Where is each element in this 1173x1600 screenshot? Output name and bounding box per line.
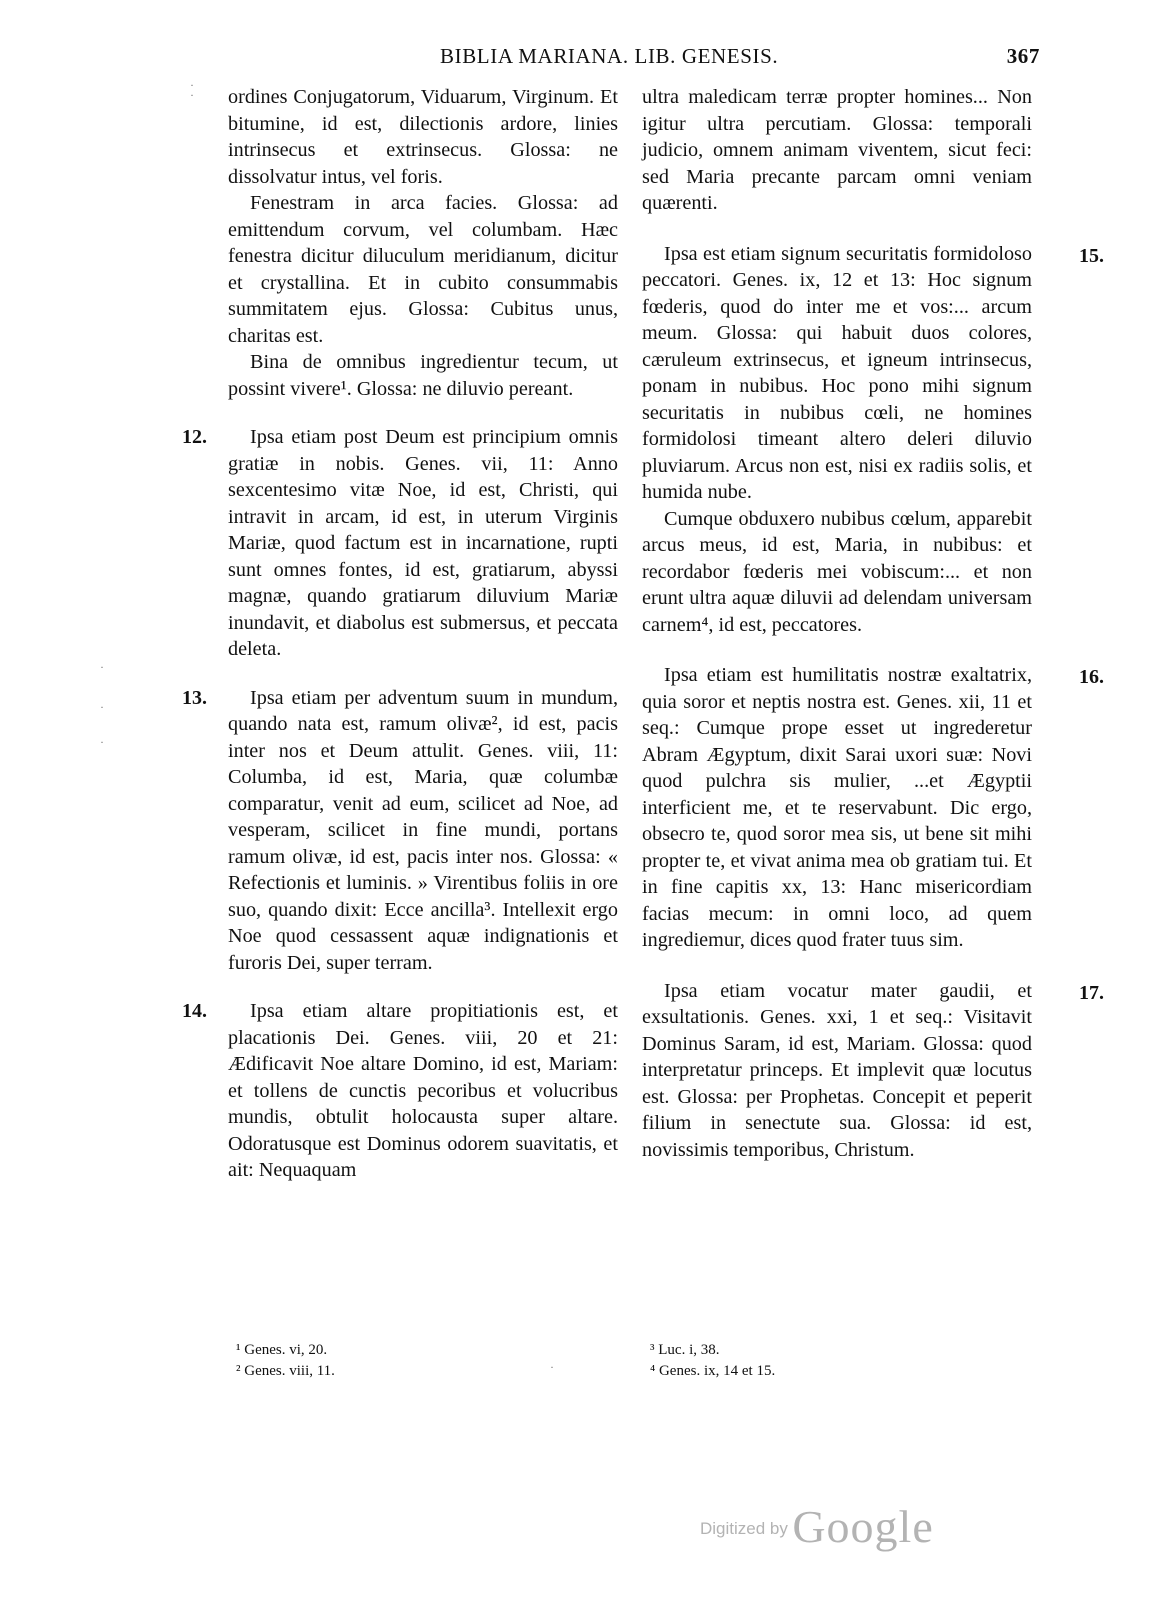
footnotes-right: [650, 1340, 775, 1382]
scan-speck: ·: [550, 1360, 554, 1374]
section-text: Ipsa etiam vocatur mater gaudii, et exsultationis. Genes. xxi, 1 et seq.: Visitavit Dominus Saram, id est, Mariam. Glossa: quod interpretatur princeps. Et implevit quæ locutus est. Glossa: per Prophetas. Concepit et peperit filium in senectute sua. Glossa: id est, novissimis temporibus, Christum.: [642, 979, 1032, 1161]
section-number: 15.: [1079, 244, 1104, 267]
right-column: [642, 84, 1104, 1163]
section-17: [642, 978, 1104, 1164]
paragraph: Fenestram in arca facies. Glossa: ad emittendum corvum, vel columbam. Hæc fenestra dicitur diluculum meridianum, dicitur et crystallina. Et in cubito consummabis summitatem ejus. Glossa: Cubitus unus, charitas est.: [228, 192, 618, 347]
section-15: [642, 241, 1104, 506]
section-number: 13.: [182, 686, 207, 709]
footnote: ² Genes. viii, 11.: [236, 1363, 335, 1379]
running-title: BIBLIA MARIANA. LIB. GENESIS.: [440, 44, 779, 68]
digitized-watermark: [700, 1500, 934, 1553]
page-number: 367: [1006, 44, 1040, 68]
scan-speck: ·: [190, 78, 194, 92]
footnotes-left: [236, 1340, 335, 1382]
running-header: [440, 40, 1040, 74]
paragraph: ultra maledicam terræ propter homines... Non igitur ultra percutiam. Glossa: temporali judicio, omnem animam viventem, sicut feci: sed Maria precante parcam omni veniam quærenti.: [642, 86, 1032, 214]
watermark-prefix: Digitized by: [700, 1519, 788, 1538]
section-16: [642, 662, 1104, 954]
section-13: [182, 685, 618, 977]
paragraph: Bina de omnibus ingredientur tecum, ut possint vivere¹. Glossa: ne diluvio pereant.: [228, 351, 618, 400]
left-column: [182, 84, 618, 1184]
paragraph: Cumque obduxero nubibus cœlum, apparebit arcus meus, id est, Maria, in nubibus: et recordabor fœderis mei vobiscum:... et non erunt ultra aquæ diluvii ad delendam universam carnem⁴, id est, peccatores.: [642, 507, 1032, 636]
footnote: ¹ Genes. vi, 20.: [236, 1342, 328, 1358]
paragraph: ordines Conjugatorum, Viduarum, Virginum. Et bitumine, id est, dilectionis ardore, linies intrinsecus et extrinsecus. Glossa: ne dissolvatur intus, vel foris.: [228, 86, 618, 188]
section-text: Ipsa etiam per adventum suum in mundum, quando nata est, ramum olivæ², id est, pacis inter nos et Deum attulit. Genes. viii, 11: Columba, id est, Maria, quæ columbæ comparatur, venit ad eum, scilicet ad Noe, ad vesperam, scilicet in fine mundi, portans ramum olivæ, id est, pacis inter nos. Glossa: « Refectionis et luminis. » Virentibus foliis in ore suo, quando dixit: Ecce ancilla³. Intellexit ergo Noe quod cessassent aquæ indignationis et furoris Dei, super terram.: [228, 686, 618, 974]
footnote: ³ Luc. i, 38.: [650, 1342, 720, 1358]
section-text: Ipsa etiam altare propitiationis est, et placationis Dei. Genes. viii, 20 et 21: Ædificavit Noe altare Domino, id est, Mariam: et tollens de cunctis pecoribus et volucribus mundis, obtulit holocausta super altare. Odoratusque est Dominus odorem suavitatis, et ait: Nequaquam: [228, 1000, 618, 1181]
section-number: 16.: [1079, 666, 1104, 688]
section-number: 12.: [182, 426, 207, 448]
google-logo: Google: [792, 1501, 934, 1552]
section-text: Ipsa etiam post Deum est principium omnis gratiæ in nobis. Genes. vii, 11: Anno sexcentesimo vitæ Noe, id est, Christi, qui intravit in arcam, id est, in uterum Virginis Mariæ, quod factum est in incarnatione, rupti sunt omnes fontes, id est, gratiarum, abyssi magnæ, quando gratiarum diluvium Mariæ inundavit, et diabolus est submersus, et peccata deleta.: [228, 426, 618, 660]
section-text: Ipsa etiam est humilitatis nostræ exaltatrix, quia soror et neptis nostra est. Genes. xii, 11 et seq.: Cumque prope esset ut ingrederetur Abram Ægyptum, dixit Sarai uxori suæ: Novi quod pulchra sis mulier, ...et Ægyptii interficient me, et te reservabunt. Dic ergo, obsecro te, quod soror mea sis, ut bene sit mihi propter te, et vivat anima mea ob gratiam tui. Et in fine capitis xx, 13: Hanc misericordiam facias mecum: in omni loco, ad quem ingrediemur, dices quod frater tuus sim.: [642, 664, 1032, 951]
scan-speck: ·: [100, 660, 104, 674]
scan-speck: ·: [100, 700, 104, 714]
section-number: 14.: [182, 1000, 207, 1022]
section-text: Ipsa est etiam signum securitatis formidoloso peccatori. Genes. ix, 12 et 13: Hoc signum fœderis, quod do inter me et vos:... arcum meum. Glossa: qui habuit duos colores, cæruleum extrinsecus, et igneum intrinsecus, ponam in nubibus. Hoc pono mihi signum securitatis in nubibus cœli, ne homines formidolosi timeant altero deleri diluvio pluviarum. Arcus non est, nisi ex radiis solis, et humida nube.: [642, 242, 1032, 503]
section-number: 17.: [1079, 981, 1104, 1004]
section-12: [182, 424, 618, 663]
scan-speck: ·: [100, 735, 104, 749]
scan-speck: ·: [190, 88, 194, 102]
section-14: [182, 998, 618, 1184]
footnote: ⁴ Genes. ix, 14 et 15.: [650, 1363, 776, 1379]
